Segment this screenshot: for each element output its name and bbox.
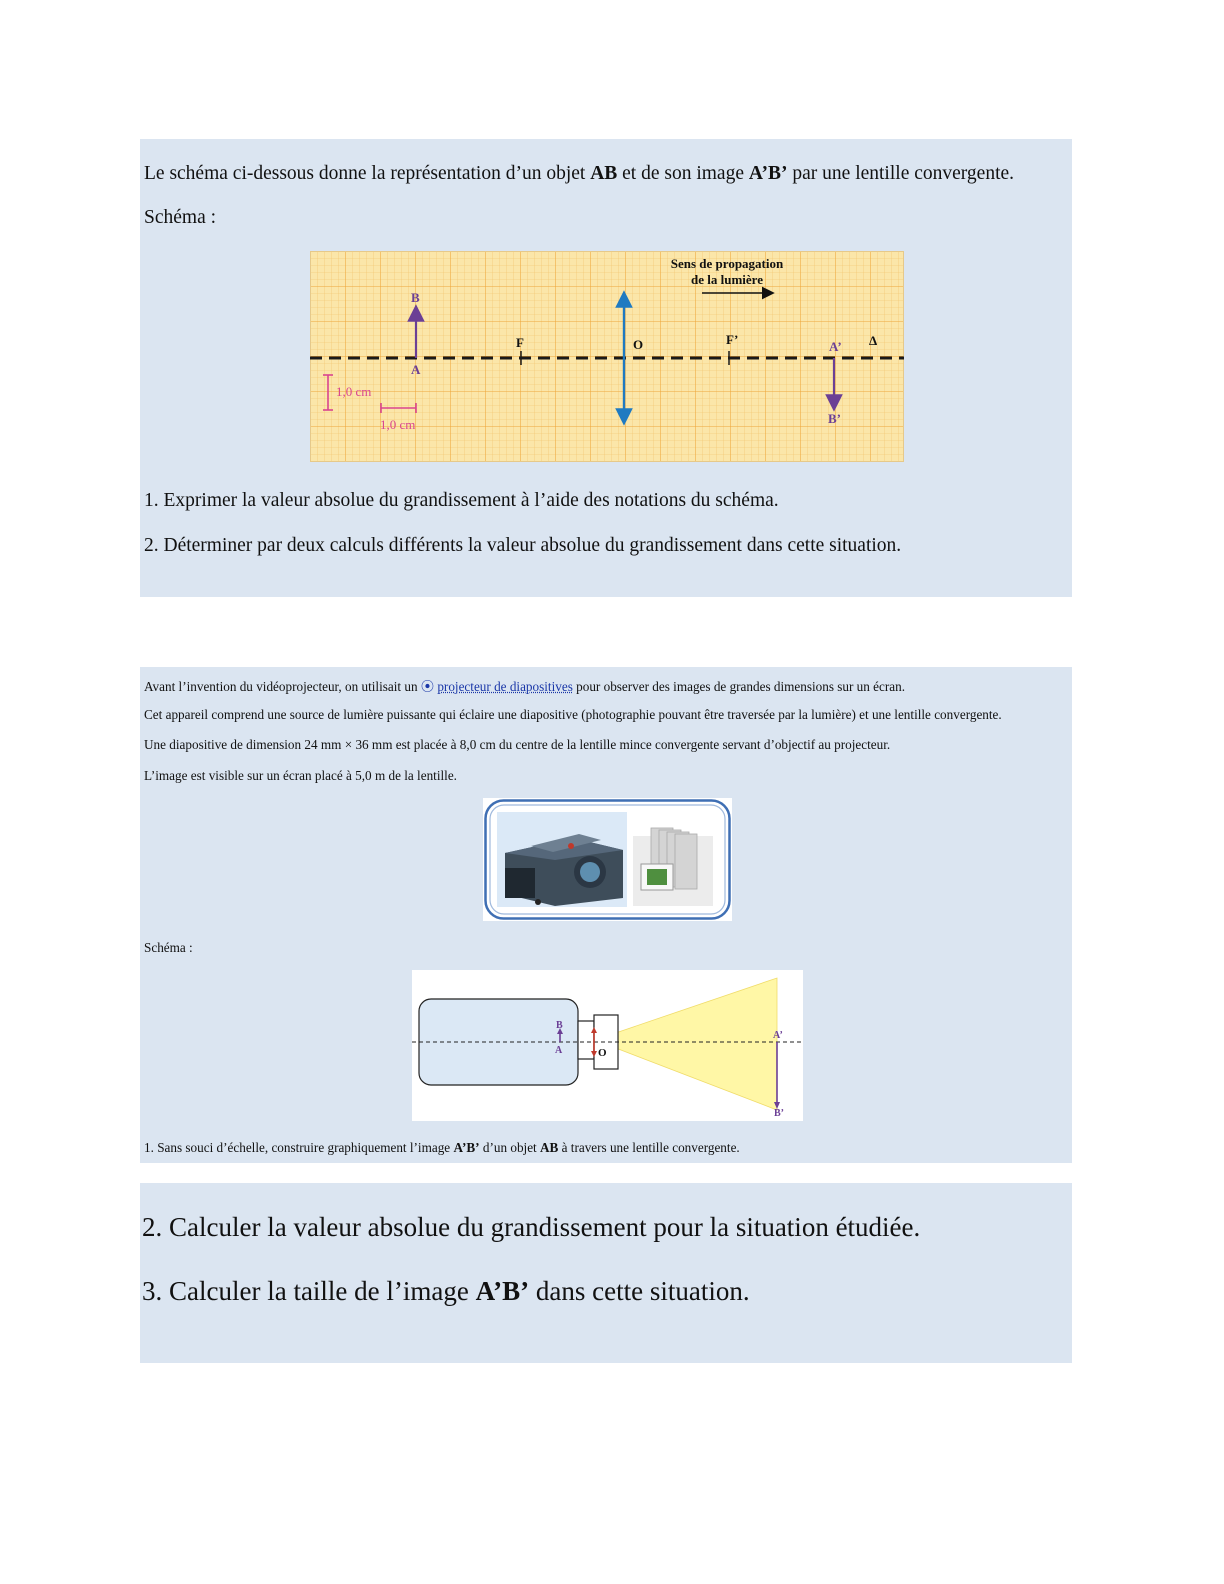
ex2-line-2: Cet appareil comprend une source de lumière puissante qui éclaire une diapositive (photographie pouvant être traversée par la lumière) et une lentille convergente.: [144, 707, 1002, 722]
object-ab: AB: [590, 163, 618, 184]
schematic-label-b-prime: B’: [774, 1108, 784, 1119]
question-3-large: [142, 1276, 750, 1307]
label-b-prime: B’: [828, 411, 841, 426]
exercise-2-panel: [140, 667, 1072, 1163]
question-2-large: 2. Calculer la valeur absolue du grandissement pour la situation étudiée.: [142, 1212, 921, 1242]
q1-object-ab: AB: [540, 1140, 559, 1155]
link-icon: ⦿: [420, 679, 435, 694]
slide-projector-link[interactable]: projecteur de diapositives: [437, 679, 573, 694]
intro-text: Avant l’invention du vidéoprojecteur, on utilisait un: [144, 679, 421, 694]
intro-text: par une lentille convergente.: [787, 163, 1015, 184]
ex2-intro-line: [144, 676, 905, 695]
q3-text: dans cette situation.: [529, 1276, 750, 1306]
intro-text: Le schéma ci-dessous donne la représentation d’un objet: [144, 163, 591, 184]
schema-label: Schéma :: [144, 207, 217, 228]
q1-text: à travers une lentille convergente.: [558, 1140, 740, 1155]
label-f-prime: F’: [726, 332, 739, 347]
q1-text: d’un objet: [479, 1140, 541, 1155]
ex2-question-1: [144, 1140, 740, 1156]
lens-diagram: [310, 251, 904, 462]
q3-text: 3. Calculer la taille de l’image: [142, 1276, 476, 1306]
intro-text: pour observer des images de grandes dimensions sur un écran.: [572, 679, 905, 694]
question-2: 2. Déterminer par deux calculs différents la valeur absolue du grandissement dans cette situation.: [144, 535, 902, 556]
q1-image-apbp: A’B’: [453, 1140, 480, 1155]
exercise-3-panel: [140, 1183, 1072, 1363]
slide-projector-photo: [483, 798, 732, 921]
schematic-label-o: O: [598, 1047, 607, 1059]
question-1: 1. Exprimer la valeur absolue du grandissement à l’aide des notations du schéma.: [144, 490, 779, 511]
q3-image-apbp: A’B’: [475, 1276, 530, 1306]
intro-text: et de son image: [617, 163, 749, 184]
q1-text: 1. Sans souci d’échelle, construire graphiquement l’image: [144, 1140, 454, 1155]
schematic-label-a: A: [555, 1045, 563, 1056]
label-a: A: [411, 362, 421, 377]
image-apbp: A’B’: [748, 163, 788, 184]
label-a-prime: A’: [829, 339, 842, 354]
schematic-label-b: B: [556, 1020, 563, 1031]
exercise-1-panel: [140, 139, 1072, 597]
label-f: F: [516, 335, 524, 350]
projector-schematic: [412, 970, 803, 1121]
propagation-caption-2: de la lumière: [691, 272, 763, 287]
vertical-scale-label: 1,0 cm: [336, 384, 372, 399]
ex2-schema-label: Schéma :: [144, 940, 193, 955]
ex2-line-4: L’image est visible sur un écran placé à 5,0 m de la lentille.: [144, 768, 457, 783]
exercise-1-intro: [144, 163, 1014, 185]
schematic-label-a-prime: A’: [773, 1030, 783, 1041]
ex2-line-3: Une diapositive de dimension 24 mm × 36 mm est placée à 8,0 cm du centre de la lentille mince convergente servant d’objectif au projecteur.: [144, 737, 891, 752]
label-b: B: [411, 290, 420, 305]
label-delta: Δ: [869, 333, 878, 348]
propagation-caption-1: Sens de propagation: [670, 256, 784, 271]
label-o: O: [633, 337, 644, 352]
horizontal-scale-label: 1,0 cm: [380, 417, 416, 432]
